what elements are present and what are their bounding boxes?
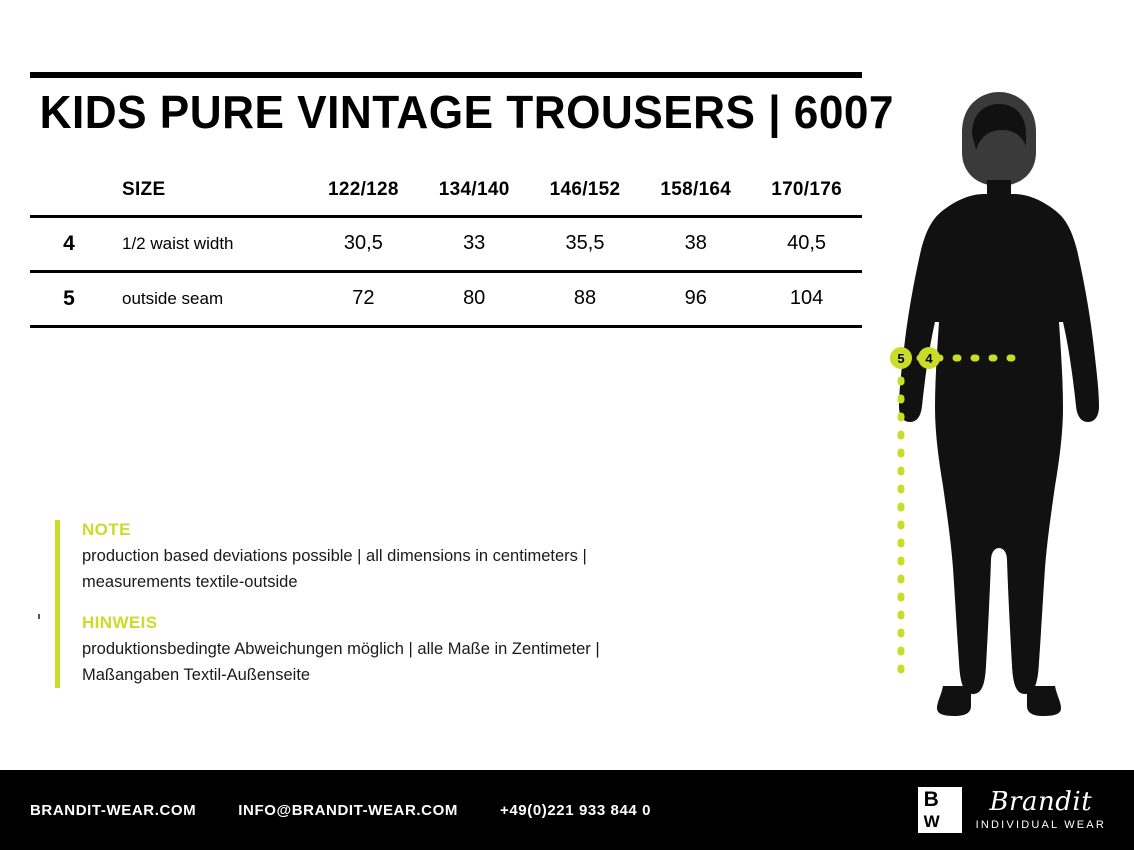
brand-text: [976, 789, 1106, 831]
row-marker-number: 5: [30, 271, 108, 326]
header-size-134-140: 134/140: [419, 166, 530, 216]
footer-contact-links: [0, 802, 651, 819]
note-text-en-line2: measurements textile-outside: [82, 572, 298, 591]
note-heading-de: HINWEIS: [82, 613, 158, 633]
footer-phone[interactable]: +49(0)221 933 844 0: [499, 801, 652, 819]
header-size: SIZE: [108, 166, 308, 216]
title-block: [30, 72, 894, 144]
size-table-wrapper: [30, 166, 862, 328]
footer-website[interactable]: BRANDIT-WEAR.COM: [30, 801, 197, 819]
note-text-de: [82, 637, 715, 688]
table-row: [30, 271, 862, 326]
cell-value: 72: [308, 271, 419, 326]
brandit-logo-icon: [918, 787, 962, 833]
cell-value: 33: [419, 216, 530, 271]
cell-value: 80: [419, 271, 530, 326]
cell-value: 30,5: [308, 216, 419, 271]
cell-value: 96: [640, 271, 751, 326]
footer-email[interactable]: INFO@BRANDIT-WEAR.COM: [238, 801, 458, 819]
header-size-122-128: 122/128: [308, 166, 419, 216]
cell-value: 104: [751, 271, 862, 326]
note-text-de-line1: produktionsbedingte Abweichungen möglich | alle Maße in Zentimeter |: [82, 640, 600, 659]
table-header-row: [30, 166, 862, 216]
page-title: KIDS PURE VINTAGE TROUSERS | 6007: [39, 86, 894, 138]
measure-marker-4: [918, 347, 940, 369]
brand-name: Brandit: [989, 787, 1093, 817]
measure-marker-5: [890, 347, 912, 369]
size-table: [30, 166, 862, 328]
mannequin-figure: [884, 90, 1114, 720]
note-block: [55, 520, 715, 688]
svg-text:4: 4: [925, 351, 933, 366]
cell-value: 38: [640, 216, 751, 271]
cell-value: 35,5: [530, 216, 641, 271]
row-measure-label: 1/2 waist width: [108, 216, 308, 271]
note-heading-en: NOTE: [82, 520, 131, 539]
logo-letter-b: B: [923, 788, 939, 811]
decorative-dot: [38, 614, 40, 619]
row-marker-number: 4: [30, 216, 108, 271]
note-text-en: [82, 544, 715, 595]
table-row: [30, 216, 862, 271]
cell-value: 40,5: [751, 216, 862, 271]
brand-tagline: INDIVIDUAL WEAR: [975, 819, 1106, 831]
header-size-170-176: 170/176: [751, 166, 862, 216]
table-body: [30, 216, 862, 326]
header-index: [30, 166, 108, 216]
table-head: [30, 166, 862, 216]
header-size-158-164: 158/164: [640, 166, 751, 216]
svg-text:5: 5: [897, 351, 905, 366]
row-measure-label: outside seam: [108, 271, 308, 326]
note-text-en-line1: production based deviations possible | all dimensions in centimeters |: [82, 547, 587, 565]
logo-letter-w: W: [923, 812, 939, 831]
footer-bar: [0, 770, 1134, 850]
figure-body-icon: [899, 180, 1099, 716]
note-text-de-line2: Maßangaben Textil-Außenseite: [82, 665, 311, 684]
cell-value: 88: [530, 271, 641, 326]
header-size-146-152: 146/152: [530, 166, 641, 216]
figure-head-icon: [962, 92, 1036, 186]
brand-lockup: [918, 787, 1106, 833]
